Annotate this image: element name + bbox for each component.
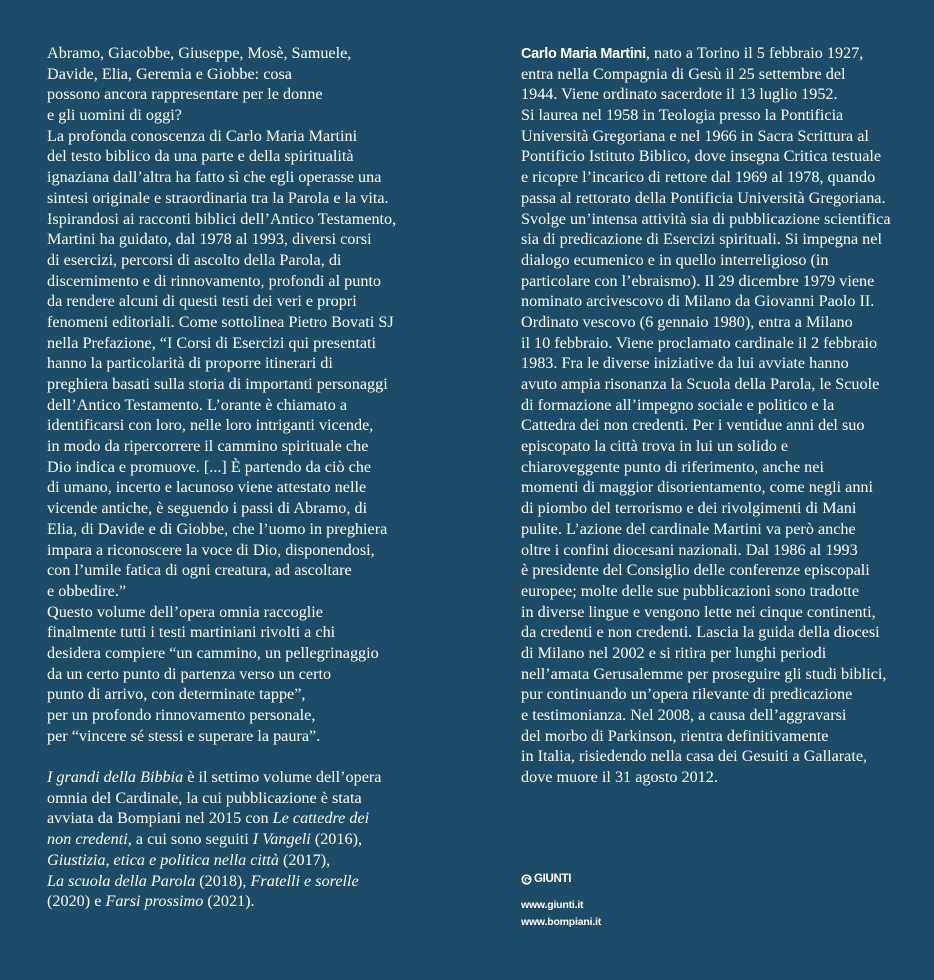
- text-line: da un certo punto di partenza verso un certo: [47, 664, 332, 683]
- text-line: fenomeni editoriali. Come sottolinea Pietro Bovati SJ: [47, 312, 394, 331]
- text-line: avviata da Bompiani nel 2015 con Le cattedre dei: [47, 809, 370, 828]
- book-title: I Vangeli: [252, 830, 311, 849]
- text-line: da rendere alcuni di questi testi dei veri e propri: [47, 292, 357, 311]
- text-line: 1944. Viene ordinato sacerdote il 13 luglio 1952.: [521, 85, 838, 104]
- text-line: del testo biblico da una parte e della spiritualità: [47, 147, 354, 166]
- text-line: vicende antiche, è seguendo i passi di Abramo, di: [47, 499, 368, 518]
- text-line: oltre i confini diocesani nazionali. Dal 1986 al 1993: [521, 540, 858, 559]
- text-line: di piombo del terrorismo e dei rivolgimenti di Mani: [521, 499, 857, 518]
- text-line: in modo da ripercorrere il cammino spirituale che: [47, 437, 369, 456]
- text-line: Svolge un’intensa attività sia di pubblicazione scientifica: [521, 209, 891, 228]
- text-line: Martini ha guidato, dal 1978 al 1993, diversi corsi: [47, 230, 372, 249]
- text-line: Carlo Maria Martini, nato a Torino il 5 febbraio 1927,: [521, 44, 864, 62]
- text-line: nell’amata Gerusalemme per proseguire gli studi biblici,: [521, 664, 887, 683]
- text-line: preghiera basati sulla storia di importanti personaggi: [47, 375, 388, 393]
- text-line: finalmente tutti i testi martiniani rivolti a chi: [47, 623, 336, 642]
- text-line: europee; molte delle sue pubblicazioni sono tradotte: [521, 581, 860, 600]
- text-line: ignaziana dall’altra ha fatto sì che egli operasse una: [47, 168, 382, 187]
- text-line: con l’umile fatica di ogni creatura, ad ascoltare: [47, 561, 352, 580]
- book-title: Le cattedre dei: [272, 809, 370, 828]
- description-paragraph: [47, 126, 447, 602]
- text-line: entra nella Compagnia di Gesù il 25 settembre del: [521, 64, 846, 83]
- text-line: hanno la particolarità di proporre itinerari di: [47, 354, 333, 373]
- text-line: (2020) e Farsi prossimo (2021).: [47, 892, 255, 911]
- text-line: di Milano nel 2002 e si ritira per lunghi periodi: [521, 643, 827, 662]
- text-line: pulite. L’azione del cardinale Martini va però anche: [521, 519, 856, 538]
- text-line: non credenti, a cui sono seguiti I Vangeli (2016),: [47, 830, 363, 849]
- text-line: particolare con l’ebraismo). Il 29 dicembre 1979 viene: [521, 271, 875, 290]
- text-line: momenti di maggior disorientamento, come negli anni: [521, 478, 873, 497]
- text-line: Giustizia, etica e politica nella città (2017),: [47, 850, 331, 869]
- text-line: Elia, di Davide e di Giobbe, che l’uomo in preghiera: [47, 519, 388, 538]
- text-line: per un profondo rinnovamento personale,: [47, 706, 316, 724]
- text-line: di umano, incerto e lacunoso viene attestato nelle: [47, 478, 367, 497]
- text-line: sintesi originale e straordinaria tra la Parola e la vita.: [47, 188, 389, 207]
- giunti-g-logo-icon: [521, 874, 532, 885]
- text-line: e ricopre l’incarico di rettore dal 1969 al 1978, quando: [521, 168, 876, 187]
- text-line: dove muore il 31 agosto 2012.: [521, 768, 718, 787]
- text-line: pur continuando un’opera rilevante di predicazione: [521, 685, 853, 704]
- book-title: Farsi prossimo: [105, 892, 204, 911]
- text-line: identificarsi con loro, nelle loro intriganti vicende,: [47, 416, 374, 435]
- text-line: Cattedra dei non credenti. Per i ventidue anni del suo: [521, 416, 865, 435]
- text-line: dialogo ecumenico e in quello interreligioso (in: [521, 250, 829, 269]
- publisher-name: GIUNTI: [534, 873, 572, 885]
- text-line: punto di arrivo, con determinate tappe”,: [47, 685, 306, 704]
- text-line: desidera compiere “un cammino, un pellegrinaggio: [47, 643, 379, 662]
- text-line: Dio indica e promuove. [...] È partendo da ciò che: [47, 457, 372, 476]
- text-line: da credenti e non credenti. Lascia la guida della diocesi: [521, 623, 880, 642]
- text-line: chiaroveggente punto di riferimento, anche nei: [521, 457, 824, 476]
- text-line: per “vincere sé stessi e superare la paura”.: [47, 726, 321, 745]
- text-line: possono ancora rappresentare per le donne: [47, 85, 323, 104]
- author-name: Carlo Maria Martini: [521, 46, 646, 62]
- giunti-logo: [521, 873, 571, 885]
- text-line: di formazione all’impegno sociale e politico e la: [521, 395, 835, 414]
- book-title: Fratelli e sorelle: [250, 871, 359, 890]
- text-line: discernimento e di rinnovamento, profondi al punto: [47, 271, 382, 290]
- text-line: Si laurea nel 1958 in Teologia presso la Pontificia: [521, 106, 844, 125]
- text-line: è presidente del Consiglio delle conferenze episcopali: [521, 561, 870, 580]
- text-line: e testimonianza. Nel 2008, a causa dell’aggravarsi: [521, 706, 847, 724]
- text-line: Questo volume dell’opera omnia raccoglie: [47, 602, 323, 621]
- text-line: nella Prefazione, “I Corsi di Esercizi qui presentati: [47, 333, 377, 352]
- text-line: il 10 febbraio. Viene proclamato cardinale il 2 febbraio: [521, 333, 878, 352]
- text-line: Ispirandosi ai racconti biblici dell’Antico Testamento,: [47, 209, 397, 228]
- text-line: episcopato la città trova in lui un solido e: [521, 437, 789, 456]
- book-title: non credenti: [47, 830, 128, 849]
- text-line: Ordinato vescovo (6 gennaio 1980), entra a Milano: [521, 312, 853, 331]
- text-line: nominato arcivescovo di Milano da Giovanni Paolo II.: [521, 292, 875, 311]
- book-title: I grandi della Bibbia: [47, 768, 184, 787]
- text-line: in diverse lingue e vengono lette nei cinque continenti,: [521, 602, 876, 621]
- text-line: I grandi della Bibbia è il settimo volume dell’opera: [47, 768, 382, 787]
- text-line: Davide, Elia, Geremia e Giobbe: cosa: [47, 64, 292, 83]
- bompiani-website-link[interactable]: www.bompiani.it: [521, 916, 602, 928]
- text-line: di esercizi, percorsi di ascolto della Parola, di: [47, 250, 342, 269]
- book-title: La scuola della Parola: [47, 871, 196, 890]
- text-line: dell’Antico Testamento. L’orante è chiamato a: [47, 395, 348, 414]
- text-line: e gli uomini di oggi?: [47, 106, 182, 125]
- text-line: La profonda conoscenza di Carlo Maria Martini: [47, 126, 358, 145]
- text-line: impara a riconoscere la voce di Dio, disponendosi,: [47, 540, 375, 559]
- volume-paragraph: [47, 602, 447, 747]
- text-line: 1983. Fra le diverse iniziative da lui avviate hanno: [521, 354, 849, 373]
- author-biography: [521, 43, 921, 788]
- text-line: Università Gregoriana e nel 1966 in Sacra Scrittura al: [521, 126, 869, 145]
- text-line: in Italia, risiedendo nella casa dei Gesuiti a Gallarate,: [521, 747, 868, 766]
- series-paragraph: [47, 767, 447, 912]
- text-line: La scuola della Parola (2018), Fratelli e sorelle: [47, 871, 359, 890]
- paragraph-gap: [47, 746, 447, 767]
- book-description: [47, 43, 447, 912]
- text-line: Pontificio Istituto Biblico, dove insegna Critica testuale: [521, 147, 882, 166]
- text-line: e obbedire.”: [47, 581, 127, 600]
- giunti-website-link[interactable]: www.giunti.it: [521, 899, 584, 911]
- intro-paragraph: [47, 43, 447, 126]
- text-line: avuto ampia risonanza la Scuola della Parola, le Scuole: [521, 375, 880, 393]
- text-line: Abramo, Giacobbe, Giuseppe, Mosè, Samuele,: [47, 44, 352, 62]
- text-line: sia di predicazione di Esercizi spirituali. Si impegna nel: [521, 230, 882, 249]
- text-line: del morbo di Parkinson, rientra definitivamente: [521, 726, 829, 745]
- text-line: passa al rettorato della Pontificia Università Gregoriana.: [521, 188, 886, 207]
- book-title: Giustizia, etica e politica nella città: [47, 850, 279, 869]
- text-line: omnia del Cardinale, la cui pubblicazione è stata: [47, 788, 362, 807]
